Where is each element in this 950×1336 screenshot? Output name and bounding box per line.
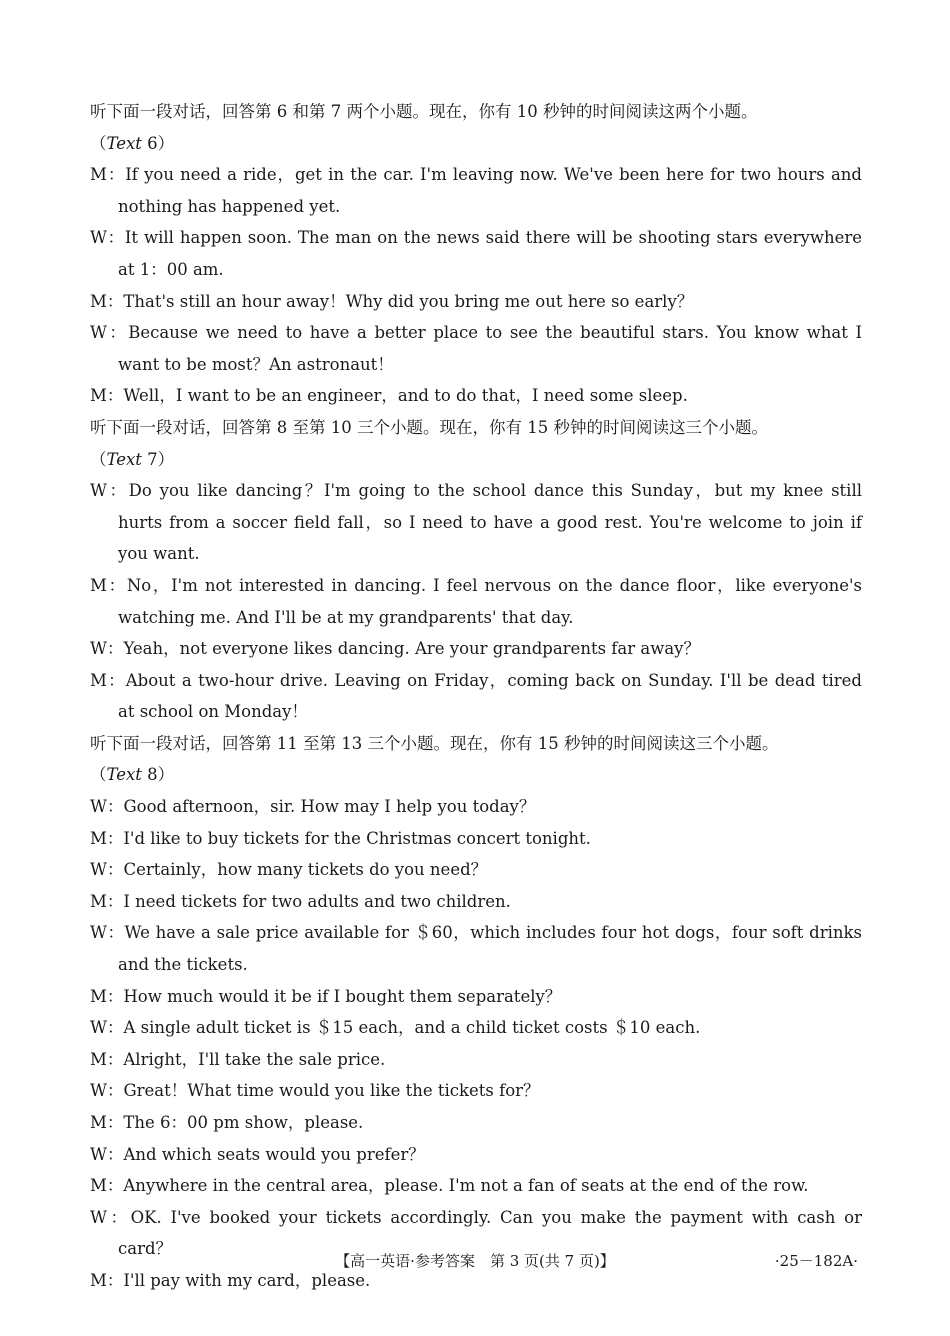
section8-instruction: 听下面一段对话，回答第 11 至第 13 三个小题。现在，你有 15 秒钟的时间阅读这三个小题。 [90,733,779,753]
dialogue-line: M：Well，I want to be an engineer，and to do that，I need some sleep. [90,386,688,406]
section7-label: （Text 7） [90,449,175,469]
dialogue-line: M：Anywhere in the central area，please. I'm not a fan of seats at the end of the row. [90,1176,809,1196]
section8-dialogue [90,791,862,1297]
dialogue-line: W：Certainly，how many tickets do you need？ [90,860,488,880]
footer-code: ·25－182A· [774,1252,858,1270]
dialogue-line: W：OK. I've booked your tickets accordingly. Can you make the payment with cash or card？ [90,1207,862,1259]
dialogue-line: M：No，I'm not interested in dancing. I feel nervous on the dance floor，like everyone's watching me. And I'll be at my grandparents' that day. [90,575,862,627]
footer-page-info: 【高一英语·参考答案 第 3 页(共 7 页)】 [335,1252,615,1270]
section6-dialogue [90,159,862,412]
dialogue-line: W：Do you like dancing？I'm going to the school dance this Sunday，but my knee still hurts from a soccer field fall，so I need to have a good rest. You're welcome to join if you want. [90,481,862,564]
dialogue-line: W：Yeah，not everyone likes dancing. Are your grandparents far away？ [90,639,700,659]
dialogue-line: M：About a two-hour drive. Leaving on Friday，coming back on Sunday. I'll be dead tired at school on Monday！ [90,670,862,722]
dialogue-line: M：The 6：00 pm show，please. [90,1113,364,1132]
dialogue-line: W：Because we need to have a better place to see the beautiful stars. You know what I want to be most？An astronaut！ [90,323,862,374]
dialogue-line: W：And which seats would you prefer？ [90,1144,425,1164]
section6-label: （Text 6） [90,133,175,153]
dialogue-line: M：I'd like to buy tickets for the Christmas concert tonight. [90,828,591,848]
dialogue-line: W：A single adult ticket is ＄15 each，and a child ticket costs ＄10 each. [90,1018,701,1038]
dialogue-line: M：I'll pay with my card，please. [90,1270,371,1290]
dialogue-line: M：That's still an hour away！Why did you bring me out here so early？ [90,291,694,311]
page-footer [0,1250,950,1274]
dialogue-line: M：How much would it be if I bought them separately？ [90,986,562,1006]
dialogue-line: W：Great！What time would you like the tickets for？ [90,1081,540,1101]
section7-instruction: 听下面一段对话，回答第 8 至第 10 三个小题。现在，你有 15 秒钟的时间阅读这三个小题。 [90,417,768,437]
section7-dialogue [90,475,862,728]
dialogue-line: M：Alright，I'll take the sale price. [90,1049,386,1069]
dialogue-line: W：We have a sale price available for ＄60，which includes four hot dogs，four soft drinks and the tickets. [90,923,862,975]
dialogue-line: M：If you need a ride，get in the car. I'm leaving now. We've been here for two hours and nothing has happened yet. [90,165,862,216]
page-content [90,96,862,1297]
dialogue-line: M：I need tickets for two adults and two children. [90,891,511,911]
section6-instruction: 听下面一段对话，回答第 6 和第 7 两个小题。现在，你有 10 秒钟的时间阅读这两个小题。 [90,102,758,121]
dialogue-line: W：Good afternoon，sir. How may I help you today？ [90,797,536,817]
section8-label: （Text 8） [90,765,175,785]
dialogue-line: W：It will happen soon. The man on the news said there will be shooting stars everywhere at 1：00 am. [90,228,862,279]
